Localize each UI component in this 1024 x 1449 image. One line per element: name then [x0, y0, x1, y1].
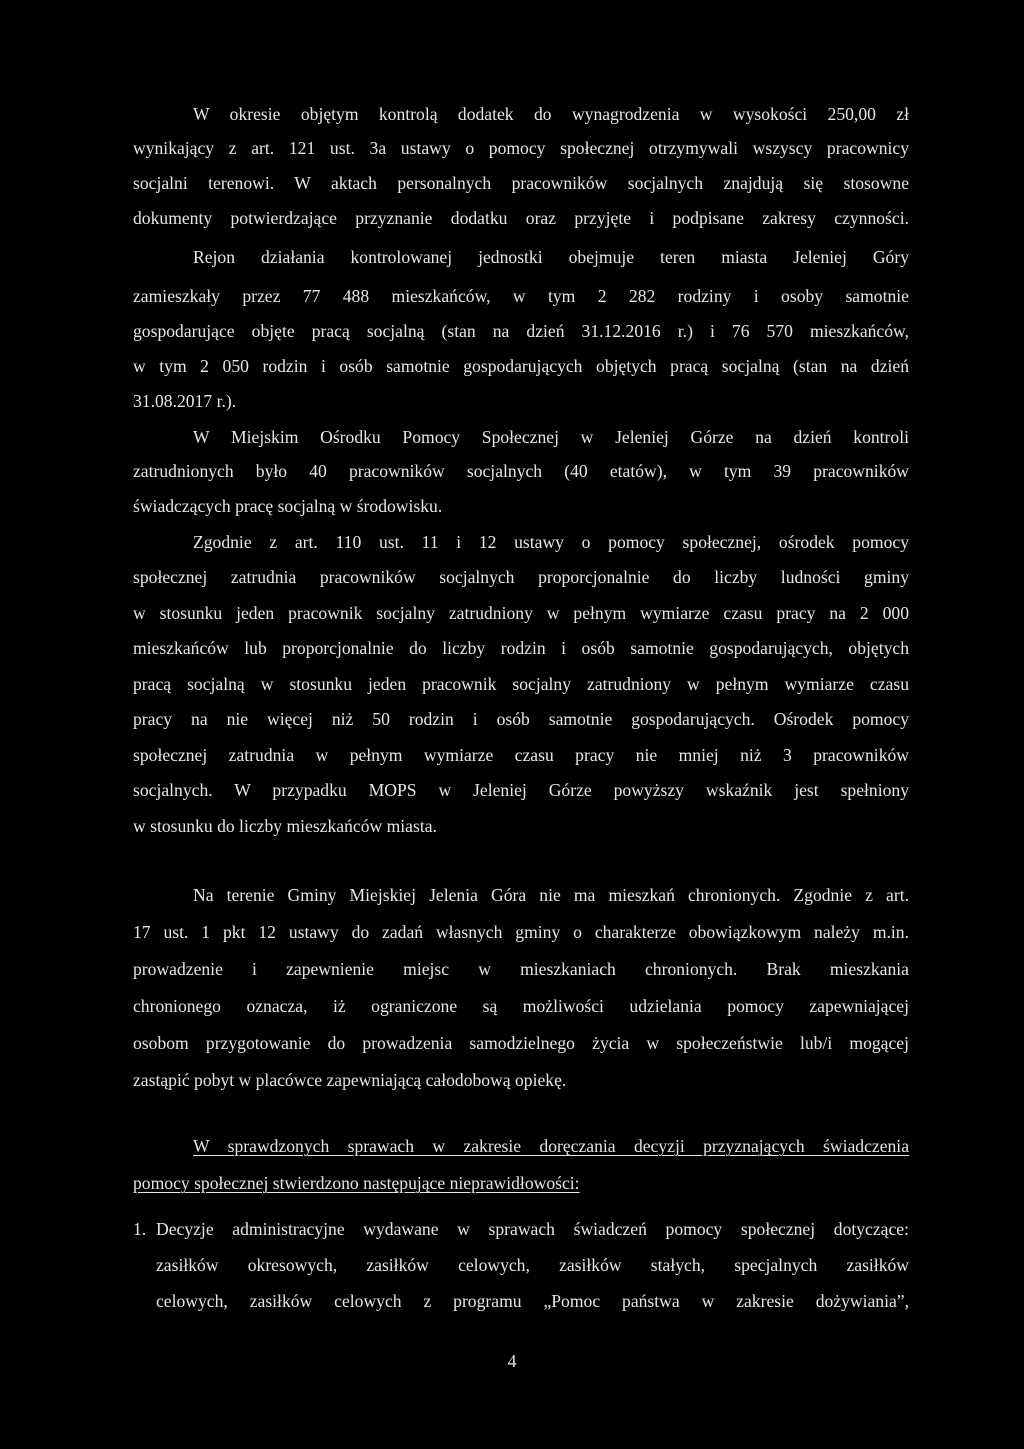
text-line: w stosunku jeden pracownik socjalny zatrudniony w pełnym wymiarze czasu pracy na 2 000 — [133, 603, 909, 623]
list-item-number: 1. — [133, 1219, 147, 1239]
heading-line: pomocy społecznej stwierdzono następujące nieprawidłowości: — [133, 1173, 580, 1193]
text-line: wynikający z art. 121 ust. 3a ustawy o pomocy społecznej otrzymywali wszyscy pracownicy — [133, 138, 909, 158]
heading-line: W sprawdzonych sprawach w zakresie doręczania decyzji przyznających świadczenia — [193, 1136, 909, 1156]
text-line: w tym 2 050 rodzin i osób samotnie gospodarujących objętych pracą socjalną (stan na dzień — [133, 356, 909, 376]
text-line: Na terenie Gminy Miejskiej Jelenia Góra nie ma mieszkań chronionych. Zgodnie z art. — [193, 885, 909, 905]
text-line: W Miejskim Ośrodku Pomocy Społecznej w Jeleniej Górze na dzień kontroli — [193, 427, 909, 447]
text-line: zasiłków okresowych, zasiłków celowych, zasiłków stałych, specjalnych zasiłków — [156, 1255, 909, 1275]
text-line: społecznej zatrudnia pracowników socjalnych proporcjonalnie do liczby ludności gminy — [133, 567, 909, 587]
text-line: dokumenty potwierdzające przyznanie dodatku oraz przyjęte i podpisane zakresy czynności. — [133, 208, 909, 228]
page-number: 4 — [507, 1351, 517, 1371]
text-line: mieszkańców lub proporcjonalnie do liczby rodzin i osób samotnie gospodarujących, objętych — [133, 638, 909, 658]
text-line: 31.08.2017 r.). — [133, 391, 237, 411]
text-line: zastąpić pobyt w placówce zapewniającą całodobową opiekę. — [133, 1070, 567, 1090]
text-line: zatrudnionych było 40 pracowników socjalnych (40 etatów), w tym 39 pracowników — [133, 461, 909, 481]
text-line: zamieszkały przez 77 488 mieszkańców, w tym 2 282 rodziny i osoby samotnie — [133, 286, 909, 306]
text-line: pracy na nie więcej niż 50 rodzin i osób samotnie gospodarujących. Ośrodek pomocy — [133, 709, 909, 729]
text-line: w stosunku do liczby mieszkańców miasta. — [133, 816, 437, 836]
text-line: prowadzenie i zapewnienie miejsc w mieszkaniach chronionych. Brak mieszkania — [133, 959, 909, 979]
text-line: pracą socjalną w stosunku jeden pracownik socjalny zatrudniony w pełnym wymiarze czasu — [133, 674, 909, 694]
text-line: Rejon działania kontrolowanej jednostki obejmuje teren miasta Jeleniej Góry — [193, 247, 909, 267]
text-line: osobom przygotowanie do prowadzenia samodzielnego życia w społeczeństwie lub/i mogącej — [133, 1033, 909, 1053]
text-line: socjalnych. W przypadku MOPS w Jeleniej Górze powyższy wskaźnik jest spełniony — [133, 780, 909, 800]
text-line: świadczących pracę socjalną w środowisku. — [133, 496, 443, 516]
text-line: W okresie objętym kontrolą dodatek do wynagrodzenia w wysokości 250,00 zł — [193, 104, 909, 124]
text-line: celowych, zasiłków celowych z programu „Pomoc państwa w zakresie dożywiania”, — [156, 1291, 909, 1311]
text-line: społecznej zatrudnia w pełnym wymiarze czasu pracy nie mniej niż 3 pracowników — [133, 745, 909, 765]
text-line: socjalni terenowi. W aktach personalnych pracowników socjalnych znajdują się stosowne — [133, 173, 909, 193]
text-line: gospodarujące objęte pracą socjalną (stan na dzień 31.12.2016 r.) i 76 570 mieszkańców, — [133, 321, 909, 341]
text-line: Zgodnie z art. 110 ust. 11 i 12 ustawy o pomocy społecznej, ośrodek pomocy — [193, 532, 909, 552]
text-line: Decyzje administracyjne wydawane w sprawach świadczeń pomocy społecznej dotyczące: — [156, 1219, 909, 1239]
text-line: 17 ust. 1 pkt 12 ustawy do zadań własnych gminy o charakterze obowiązkowym należy m.in. — [133, 922, 909, 942]
text-line: chronionego oznacza, iż ograniczone są możliwości udzielania pomocy zapewniającej — [133, 996, 909, 1016]
